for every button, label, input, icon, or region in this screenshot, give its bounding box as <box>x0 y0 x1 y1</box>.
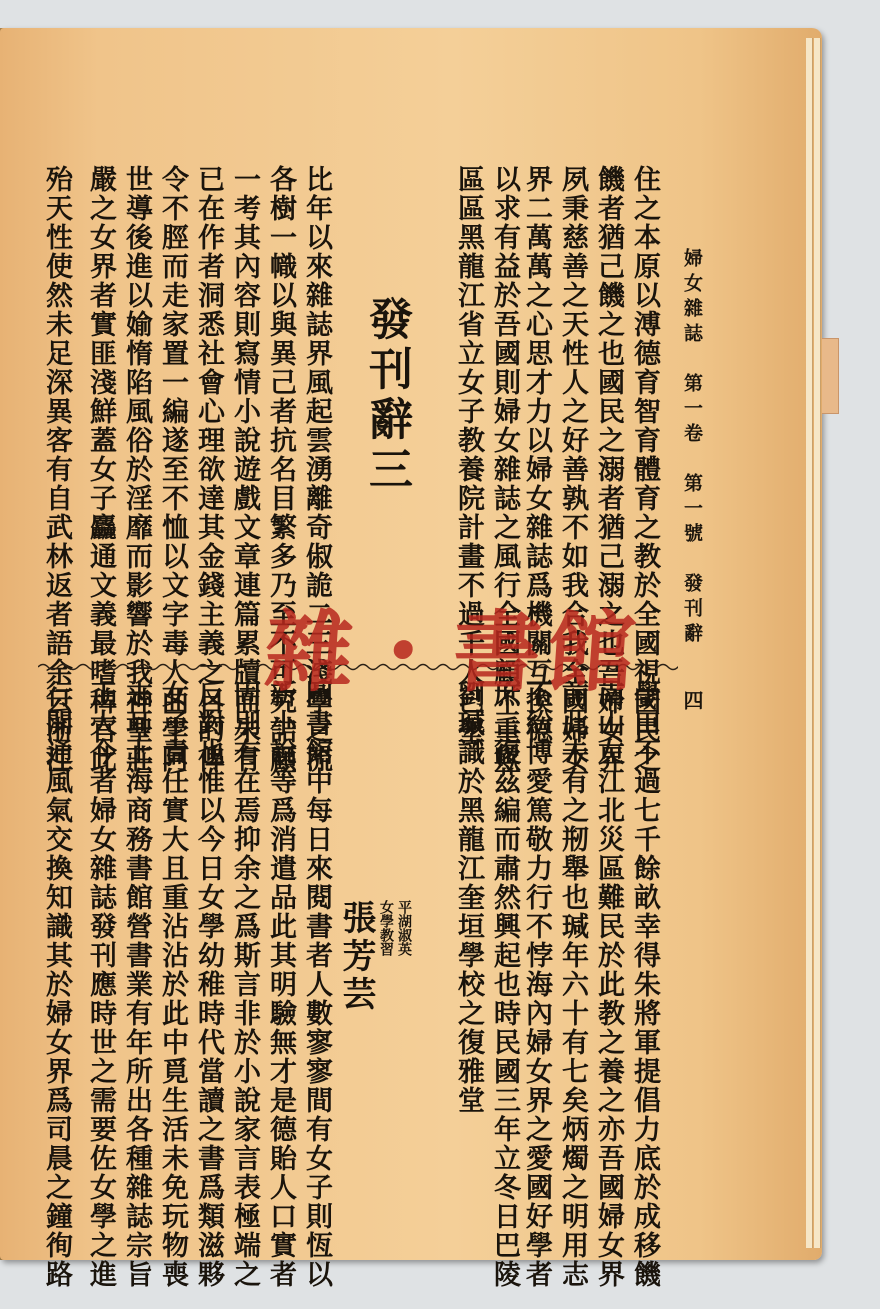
text-column: 女子責任實大且重沾沾於此中覓生活未免玩物喪 <box>157 680 188 1289</box>
text-column: 前此未有之剏舉也瑊年六十有七矣炳燭之明用志 <box>557 680 588 1289</box>
text-column: 嚴之女界者實匪淺鮮蓋女子麤通文義最嗜稗官此 <box>85 165 116 774</box>
text-column: 志耳上海商務書館營書業有年所出各種雜誌宗旨 <box>121 680 152 1289</box>
page-number: 四 <box>680 690 704 716</box>
running-head: 婦女雜誌 第一卷 第一號 發刊辭 <box>681 248 703 648</box>
page-edge <box>806 38 813 1248</box>
text-column: 不紛博愛篤敬力行不悖海內婦女界之愛國好學者 <box>521 680 552 1289</box>
paper-tab <box>822 338 839 414</box>
text-column: 住之本原以溥德育智育體育之教於全國視國民之 <box>629 165 660 774</box>
text-column: 饑者猶己饑之也國民之溺者猶己溺之也吾婦女界 <box>593 165 624 774</box>
article-title: 發刊辭三 <box>361 296 412 496</box>
page-edge-back <box>814 38 821 1248</box>
text-column: 行開通風氣交換知識其於婦女界爲司晨之鐘徇路 <box>41 680 72 1289</box>
text-column: 固別有在焉抑余之爲斯言非於小說家言表極端之 <box>229 680 260 1289</box>
text-column: 已在作者洞悉社會心理欲達其金錢主義之目的俾 <box>193 165 224 774</box>
text-column: 學田不過七千餘畝幸得朱將軍提倡力底於成移饑 <box>629 680 660 1289</box>
text-column: 各樹一幟以與異己者抗名目繁多乃至不可究詰顧 <box>265 165 296 774</box>
text-column: 反對也惟以今日女學幼稚時代當讀之書爲類滋夥 <box>193 680 224 1289</box>
byline-author: 張芳芸 <box>336 900 376 1014</box>
text-column: 南山左江北災區難民於此教之養之亦吾國婦女界 <box>593 680 624 1289</box>
text-column: 以求有益於吾國則婦女雜誌之風行全國顧不重歟 <box>489 165 520 774</box>
text-column: 新小說等爲消遣品此其明驗無才是德貽人口實者 <box>265 680 296 1289</box>
byline-role: 女學教習 <box>378 900 394 956</box>
text-column: 一考其內容則寫情小說遊戲文章連篇累牘而未有 <box>229 165 260 774</box>
text-column: 殆天性使然未足深異客有自武林返者語余云浙江 <box>41 165 72 774</box>
text-column: 世導後進以媮惰陷風俗於淫靡而影響於我神聖莊 <box>121 165 152 774</box>
text-column: 令不脛而走家置一編遂至不恤以文字毒人曲學阿 <box>157 165 188 774</box>
text-column: 圖書館中每日來閱書者人數寥寥間有女子則恆以 <box>301 680 332 1289</box>
text-column: 比年以來雜誌界風起雲湧離奇俶詭二三淺學之流 <box>301 165 332 774</box>
text-column: 界二萬萬之心思才力以婦女雜誌爲機關互換德 <box>521 165 552 745</box>
text-column: 夙秉慈善之天性人之好善孰不如我合我全國婦女 <box>557 165 588 774</box>
text-column: 劉瑊識於黑龍江奎垣學校之復雅堂 <box>453 680 484 1115</box>
text-column: 正大今者婦女雜誌發刊應時世之需要佐女學之進 <box>85 680 116 1289</box>
text-column: 區區黑龍江省立女子教養院計畫不過千人已墾 <box>453 165 484 745</box>
library-watermark: 雜・書館 <box>261 600 645 704</box>
byline-place: 平湖淑英 <box>396 900 412 956</box>
text-column: 庶三復茲編而肅然興起也時民國三年立冬日巴陵 <box>489 680 520 1289</box>
